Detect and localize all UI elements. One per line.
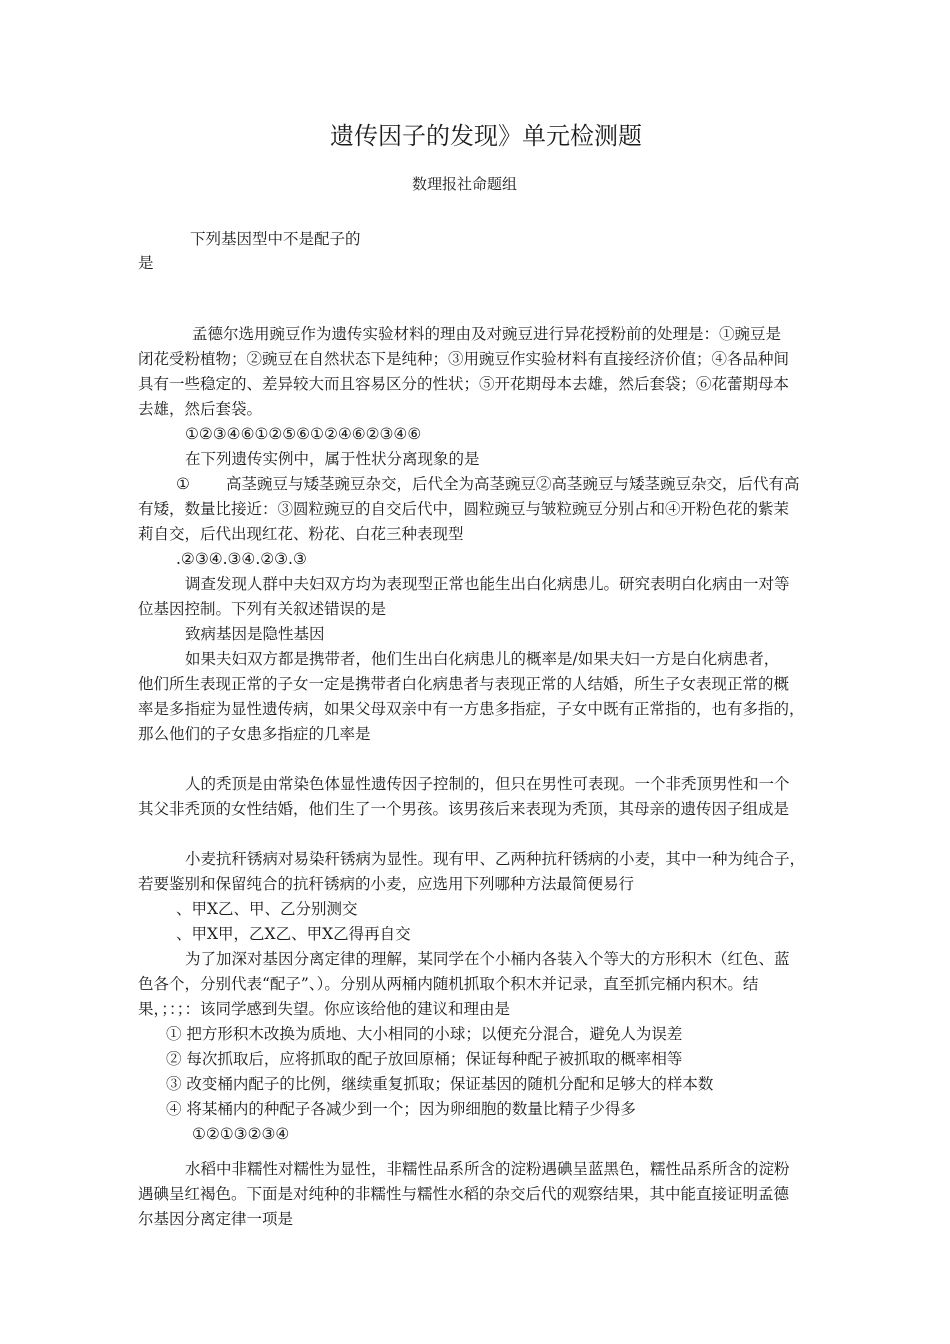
option-line: ④ 将某桶内的种配子各减少到一个；因为卵细胞的数量比精子少得多 — [166, 1100, 636, 1118]
text-line: 若要鉴别和保留纯合的抗秆锈病的小麦，应选用下列哪种方法最简便易行 — [138, 875, 635, 893]
answer-options: 、甲Ⅹ乙、甲、乙分别测交 — [176, 900, 358, 918]
text-line: 率是多指症为显性遗传病，如果父母双亲中有一方患多指症，子女中既有正常指的，也有多指的， — [138, 700, 805, 718]
answer-options: ①②①③②③④ — [192, 1125, 290, 1143]
text-line: 是 — [138, 254, 154, 272]
text-line: 色各个，分别代表“配子”、）。分别从两桶内随机抓取个积木并记录，直至抓完桶内积木。结 — [138, 975, 759, 993]
text-line: 位基因控制。下列有关叙述错误的是 — [138, 600, 387, 618]
text-line: 下列基因型中不是配子的 — [190, 230, 361, 248]
text-line: 具有一些稳定的、差异较大而且容易区分的性状；⑤开花期母本去雄，然后套袋；⑥花蕾期母本 — [138, 375, 790, 393]
option-line: ③ 改变桶内配子的比例，继续重复抓取；保证基因的随机分配和足够大的样本数 — [166, 1075, 714, 1093]
text-line: 水稻中非糯性对糯性为显性，非糯性品系所含的淀粉遇碘呈蓝黑色，糯性品系所含的淀粉 — [185, 1160, 790, 1178]
answer-options: .②③④.③④.②③.③ — [176, 550, 307, 568]
text-line: 其父非秃顶的女性结婚，他们生了一个男孩。该男孩后来表现为秃顶，其母亲的遗传因子组成是 — [138, 800, 790, 818]
document-author: 数理报社命题组 — [412, 175, 518, 193]
text-line: 孟德尔选用豌豆作为遗传实验材料的理由及对豌豆进行异花授粉前的处理是：①豌豆是 — [192, 325, 782, 343]
answer-options: 、甲Ⅹ甲，乙Ⅹ乙、甲Ⅹ乙得再自交 — [176, 925, 411, 943]
text-line: 致病基因是隐性基因 — [185, 625, 325, 643]
item-marker: ① — [176, 475, 190, 493]
option-line: ② 每次抓取后，应将抓取的配子放回原桶；保证每种配子被抓取的概率相等 — [166, 1050, 683, 1068]
text-line: 遇碘呈红褐色。下面是对纯种的非糯性与糯性水稻的杂交后代的观察结果，其中能直接证明孟德 — [138, 1185, 790, 1203]
text-line: 为了加深对基因分离定律的理解，某同学在个小桶内各装入个等大的方形积木（红色、蓝 — [185, 950, 790, 968]
text-line: 有矮，数量比接近：③圆粒豌豆的自交后代中，圆粒豌豆与皱粒豌豆分别占和④开粉色花的紫茉 — [138, 500, 790, 518]
text-line: 如果夫妇双方都是携带者，他们生出白化病患儿的概率是/如果夫妇一方是白化病患者， — [185, 650, 780, 668]
text-line: 去雄，然后套袋。 — [138, 400, 263, 418]
text-line: 在下列遗传实例中，属于性状分离现象的是 — [185, 450, 480, 468]
text-line: 果，；：；：该同学感到失望。你应该给他的建议和理由是 — [138, 1000, 511, 1018]
text-line: 闭花受粉植物；②豌豆在自然状态下是纯种；③用豌豆作实验材料有直接经济价值；④各品种间 — [138, 350, 790, 368]
text-line: 小麦抗秆锈病对易染秆锈病为显性。现有甲、乙两种抗秆锈病的小麦，其中一种为纯合子， — [185, 850, 806, 868]
text-line: 他们所生表现正常的子女一定是携带者白化病患者与表现正常的人结婚，所生子女表现正常的概 — [138, 675, 790, 693]
text-line: 那么他们的子女患多指症的几率是 — [138, 725, 371, 743]
text-line: 高茎豌豆与矮茎豌豆杂交，后代全为高茎豌豆②高茎豌豆与矮茎豌豆杂交，后代有高 — [226, 475, 800, 493]
text-line: 人的秃顶是由常染色体显性遗传因子控制的，但只在男性可表现。一个非秃顶男性和一个 — [185, 775, 790, 793]
text-line: 莉自交，后代出现红花、粉花、白花三种表现型 — [138, 525, 464, 543]
text-line: 尔基因分离定律一项是 — [138, 1210, 294, 1228]
text-line: 调查发现人群中夫妇双方均为表现型正常也能生出白化病患儿。研究表明白化病由一对等 — [185, 575, 790, 593]
answer-options: ①②③④⑥①②⑤⑥①②④⑥②③④⑥ — [185, 425, 422, 443]
option-line: ① 把方形积木改换为质地、大小相同的小球；以便充分混合，避免人为误差 — [166, 1025, 683, 1043]
document-title: 遗传因子的发现》单元检测题 — [330, 122, 642, 150]
